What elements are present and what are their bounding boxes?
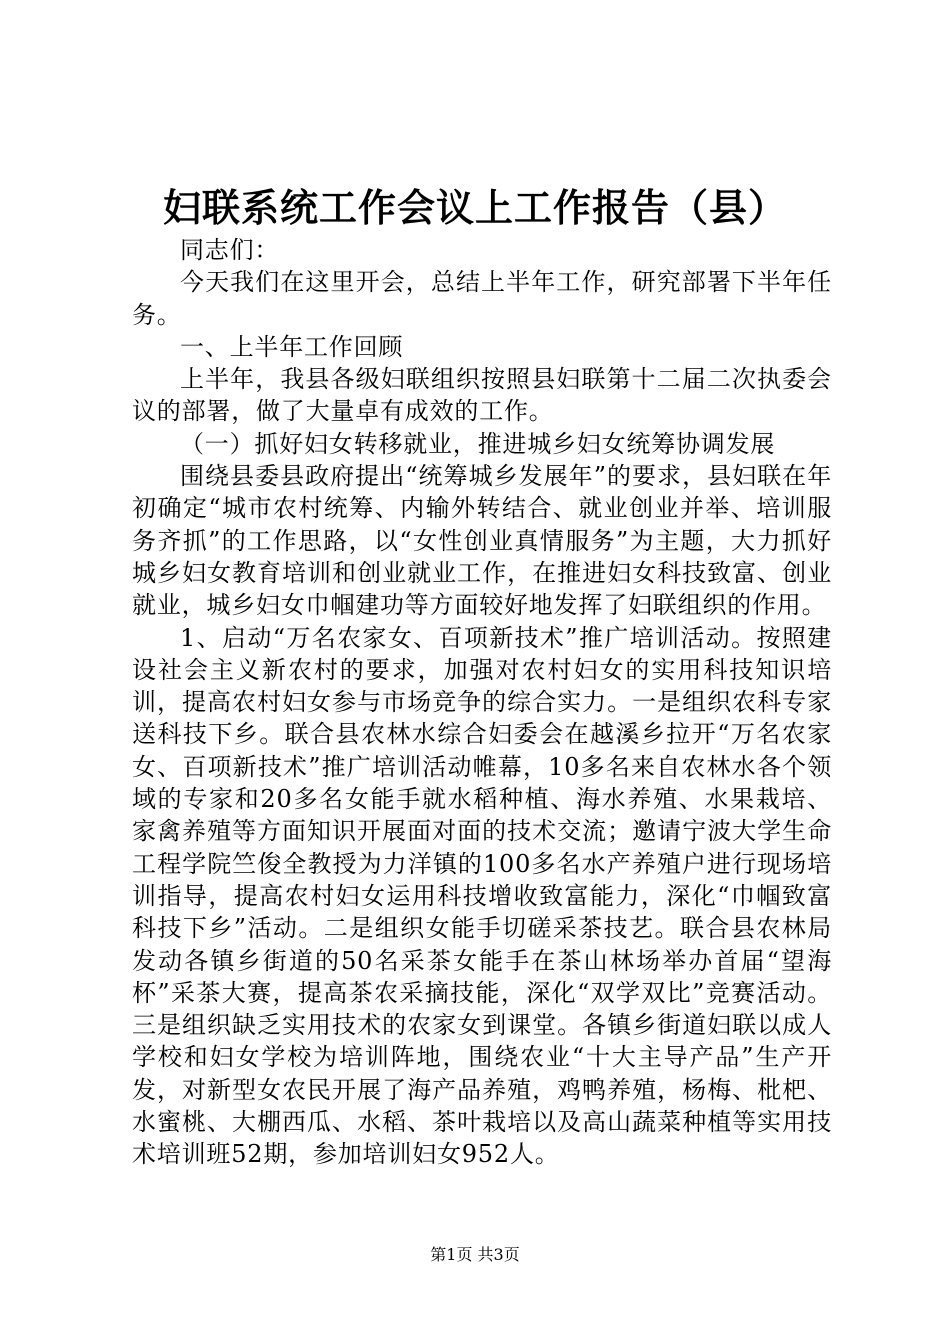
body-paragraph: 围绕县委县政府提出“统筹城乡发展年”的要求，县妇联在年初确定“城市农村统筹、内输外转结合、就业创业并举、培训服务齐抓”的工作思路，以“女性创业真情服务”为主题，大力抓好城乡妇女教育培训和创业就业工作，在推进妇女科技致富、创业就业，城乡妇女巾帼建功等方面较好地发挥了妇联组织的作用。 [132, 462, 832, 620]
salutation-paragraph: 同志们： [180, 236, 280, 264]
summary-paragraph: 上半年，我县各级妇联组织按照县妇联第十二届二次执委会议的部署，做了大量卓有成效的工作。 [132, 365, 832, 426]
section-heading: 一、上半年工作回顾 [180, 332, 404, 361]
document-title: 妇联系统工作会议上工作报告（县） [162, 186, 787, 230]
body-paragraph: 1、启动“万名农家女、百项新技术”推广培训活动。按照建设社会主义新农村的要求，加强对农村妇女的实用科技知识培训，提高农村妇女参与市场竞争的综合实力。一是组织农科专家送科技下乡。联合县农林水综合妇委会在越溪乡拉开“万名农家女、百项新技术”推广培训活动帷幕，10多名来自农林水各个领域的专家和20多名女能手就水稻种植、海水养殖、水果栽培、家禽养殖等方面知识开展面对面的技术交流；邀请宁波大学生命工程学院竺俊全教授为力洋镇的100多名水产养殖户进行现场培训指导，提高农村妇女运用科技增收致富能力，深化“巾帼致富科技下乡”活动。二是组织女能手切磋采茶技艺。联合县农林局发动各镇乡街道的50名采茶女能手在茶山林场举办首届“望海杯”采茶大赛，提高茶农采摘技能，深化“双学双比”竞赛活动。三是组织缺乏实用技术的农家女到课堂。各镇乡街道妇联以成人学校和妇女学校为培训阵地，围绕农业“十大主导产品”生产开发，对新型女农民开展了海产品养殖，鸡鸭养殖，杨梅、枇杷、水蜜桃、大棚西瓜、水稻、茶叶栽培以及高山蔬菜种植等实用技术培训班52期，参加培训妇女952人。 [132, 623, 832, 1169]
page-number-footer: 第1页 共3页 [430, 1245, 520, 1264]
subsection-heading: （一）抓好妇女转移就业，推进城乡妇女统筹协调发展 [180, 429, 776, 458]
document-body [132, 234, 832, 1171]
intro-paragraph: 今天我们在这里开会，总结上半年工作，研究部署下半年任务。 [132, 268, 832, 329]
